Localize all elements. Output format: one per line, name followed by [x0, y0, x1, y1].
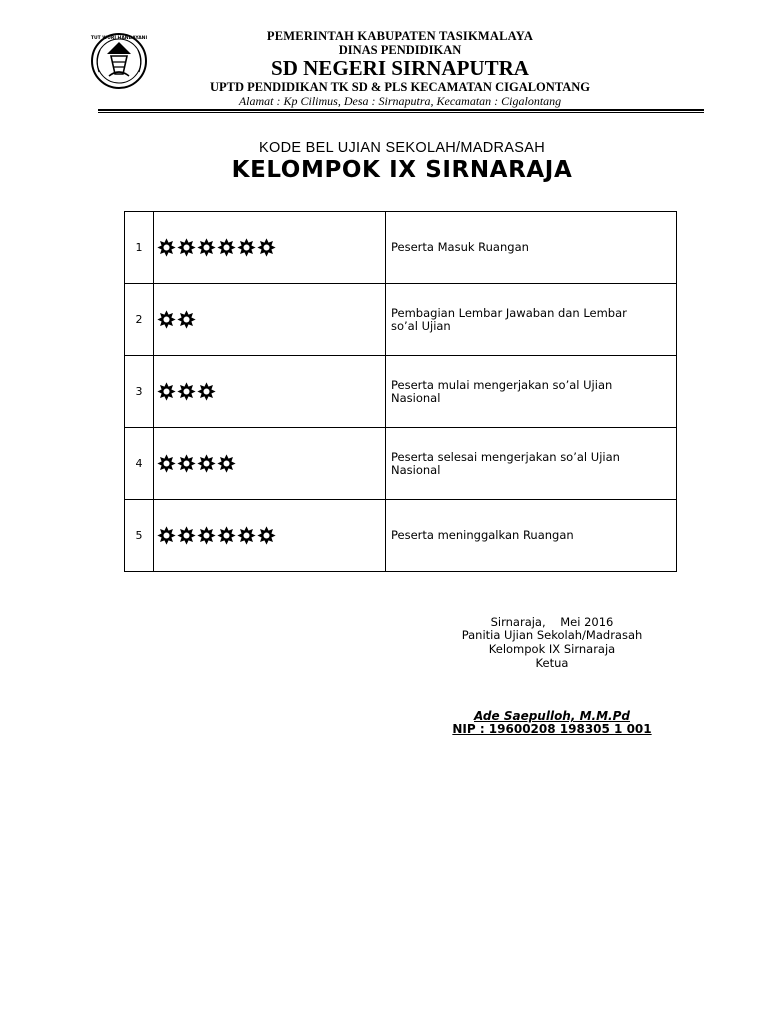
row-description: [386, 428, 677, 500]
signature-committee: Panitia Ujian Sekolah/Madrasah: [461, 628, 643, 642]
letterhead-school-name: SD NEGERI SIRNAPUTRA: [271, 56, 529, 80]
bell-star-icon: [177, 310, 196, 329]
tut-wuri-handayani-logo-icon: [85, 32, 153, 90]
signature-place-date: Sirnaraja, Mei 2016: [490, 615, 614, 629]
bell-code-symbols: [154, 500, 386, 572]
bell-star-icon: [197, 382, 216, 401]
row-number: 5: [125, 500, 154, 572]
letterhead-department: DINAS PENDIDIKAN: [338, 43, 462, 57]
bell-star-icon: [177, 526, 196, 545]
row-number: 2: [125, 284, 154, 356]
bell-star-icon: [177, 238, 196, 257]
bell-star-icon: [197, 526, 216, 545]
bell-star-icon: [197, 238, 216, 257]
bell-code-symbols: [154, 284, 386, 356]
logo-text: TUT WURI HANDAYANI: [90, 36, 148, 41]
signature-role: Ketua: [535, 656, 569, 670]
bell-star-icon: [217, 526, 236, 545]
table-row: [125, 356, 677, 428]
bell-star-icon: [157, 238, 176, 257]
signature-group: Kelompok IX Sirnaraja: [488, 642, 616, 656]
bell-code-symbols: [154, 212, 386, 284]
table-row: [125, 212, 677, 284]
bell-code-symbols: [154, 428, 386, 500]
bell-star-icon: [157, 526, 176, 545]
bell-star-icon: [237, 238, 256, 257]
row-number: 3: [125, 356, 154, 428]
bell-star-icon: [197, 454, 216, 473]
bell-star-icon: [217, 454, 236, 473]
letterhead-rule-thin: [98, 112, 704, 113]
bell-star-icon: [157, 382, 176, 401]
bell-code-symbols: [154, 356, 386, 428]
row-description: [386, 284, 677, 356]
bell-code-table: [124, 211, 677, 572]
row-description: [386, 356, 677, 428]
letterhead-rule-thick: [98, 109, 704, 111]
bell-star-icon: [237, 526, 256, 545]
letterhead-address: Alamat : Kp Cilimus, Desa : Sirnaputra, Kecamatan : Cigalontang: [238, 94, 562, 108]
letterhead-uptd: UPTD PENDIDIKAN TK SD & PLS KECAMATAN CIGALONTANG: [209, 80, 590, 94]
row-description: [386, 500, 677, 572]
signatory-nip: NIP : 19600208 198305 1 001: [452, 722, 652, 736]
row-number: 1: [125, 212, 154, 284]
bell-star-icon: [257, 526, 276, 545]
bell-star-icon: [177, 382, 196, 401]
document-subtitle: KELOMPOK IX SIRNARAJA: [231, 157, 573, 183]
table-row: [125, 428, 677, 500]
bell-star-icon: [257, 238, 276, 257]
document-title: KODE BEL UJIAN SEKOLAH/MADRASAH: [259, 140, 545, 156]
row-description-text: Peserta selesai mengerjakan so’al Ujian Nasional: [391, 449, 620, 477]
row-description-text: Pembagian Lembar Jawaban dan Lembar so’al Ujian: [391, 305, 627, 333]
table-row: [125, 284, 677, 356]
bell-star-icon: [157, 310, 176, 329]
bell-star-icon: [217, 238, 236, 257]
row-description-text: Peserta mulai mengerjakan so’al Ujian Nasional: [391, 377, 613, 405]
bell-star-icon: [157, 454, 176, 473]
row-description-text: Peserta Masuk Ruangan: [391, 240, 529, 254]
row-description-text: Peserta meninggalkan Ruangan: [391, 528, 574, 542]
table-row: [125, 500, 677, 572]
letterhead-government: PEMERINTAH KABUPATEN TASIKMALAYA: [266, 29, 534, 43]
bell-star-icon: [177, 454, 196, 473]
row-number: 4: [125, 428, 154, 500]
row-description: [386, 212, 677, 284]
signatory-name: Ade Saepulloh, M.M.Pd: [474, 709, 630, 723]
